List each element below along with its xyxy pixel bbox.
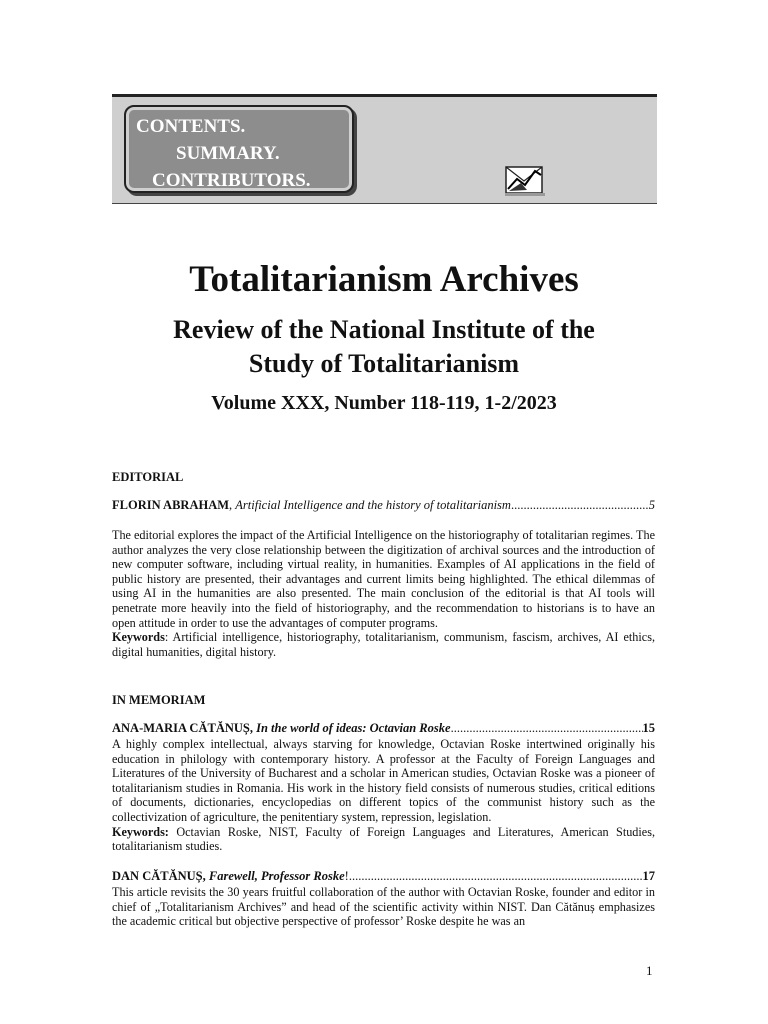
- journal-title: Totalitarianism Archives: [189, 259, 579, 300]
- summary-label: SUMMARY.: [176, 143, 280, 164]
- editorial-article-title: Artificial Intelligence and the history of totalitarianism: [235, 498, 511, 512]
- memoriam-entry-1-keywords-text: Octavian Roske, NIST, Faculty of Foreign Languages and Literatures, American Studies, totalitarianism studies.: [112, 824, 655, 854]
- editorial-abstract: [112, 528, 655, 659]
- editorial-entry[interactable]: [112, 498, 655, 513]
- memoriam-entry-1-author: ANA-MARIA CĂTĂNUȘ,: [112, 721, 257, 735]
- editorial-keywords: [112, 630, 655, 659]
- dot-leader: [451, 721, 643, 736]
- memoriam-entry-2-tail: !: [344, 869, 349, 883]
- keywords-label: Keywords:: [112, 824, 169, 839]
- editorial-keywords-text: : Artificial intelligence, historiography, totalitarianism, communism, fascism, archives, AI ethics, digital humanities, digital history.: [112, 630, 655, 659]
- editorial-heading: EDITORIAL: [112, 470, 184, 484]
- dot-leader: [511, 498, 649, 513]
- editorial-page-number: 5: [648, 498, 655, 512]
- volume-info: Volume XXX, Number 118-119, 1-2/2023: [211, 392, 557, 414]
- keywords-label: Keywords: [112, 630, 165, 645]
- editorial-abstract-text: The editorial explores the impact of the Artificial Intelligence on the historiography of totalitarian regimes. The author analyzes the very close relationship between the digitization of archival sources and the introduction of new computer software, including virtual reality, in humanities. Examples of AI applications in the field of public history are presented, their advantages and current limits being highlighted. The ethical dilemmas of using AI in the humanities are also presented. The main conclusion of the editorial is that AI tools will penetrate more heavily into the field of historiography, and the recommendation to historians is to have an open attitude in order to use the advantages of computer programs.: [112, 528, 655, 630]
- page-number: 1: [646, 963, 653, 978]
- header-band: [112, 94, 657, 204]
- journal-subtitle-line1: Review of the National Institute of the: [173, 315, 595, 344]
- memoriam-entry-2-title: Farewell, Professor Roske: [208, 869, 345, 883]
- memoriam-entry-1-title: In the world of ideas: Octavian Roske: [256, 721, 451, 735]
- memoriam-entry-1-keywords: [112, 825, 655, 854]
- memoriam-entry-2[interactable]: [112, 869, 655, 884]
- editorial-author: FLORIN ABRAHAM: [112, 498, 230, 512]
- journal-subtitle: [0, 313, 768, 381]
- in-memoriam-heading: IN MEMORIAM: [112, 693, 206, 707]
- memoriam-entry-1-page: 15: [642, 721, 655, 735]
- envelope-graph-icon: [505, 163, 545, 197]
- memoriam-entry-1-abstract: [112, 737, 655, 854]
- contents-summary-contributors-box: [124, 105, 354, 193]
- contributors-label: CONTRIBUTORS.: [152, 170, 311, 191]
- journal-subtitle-line2: Study of Totalitarianism: [248, 349, 520, 378]
- dot-leader: [349, 869, 643, 884]
- contents-label: CONTENTS.: [136, 116, 246, 137]
- editorial-separator: ,: [229, 498, 236, 512]
- memoriam-entry-2-author: DAN CĂTĂNUȘ,: [112, 869, 209, 883]
- memoriam-entry-1-abstract-text: A highly complex intellectual, always starving for knowledge, Octavian Roske intertwined originally his education in philology with contemporary history. A professor at the Faculty of Foreign Languages and Literatures of the University of Bucharest and a scholar in American studies, Octavian Roske was a pioneer of totalitarianism studies in Romania. His work in the history field consists of numerous studies, critical editions of documents, dictionaries, encyclopedias on different topics of the communist history such as the collectivization of agriculture, the penitentiary system, repression, legislation.: [112, 737, 655, 824]
- memoriam-entry-1[interactable]: [112, 721, 655, 736]
- memoriam-entry-2-abstract: [112, 885, 655, 929]
- memoriam-entry-2-abstract-text: This article revisits the 30 years fruitful collaboration of the author with Octavian Roske, founder and editor in chief of „Totalitarianism Archives” and head of the scientific activity within NIST. Dan Cătănuș emphasizes the academic critical but objective perspective of professor’ Roske despite he was an: [112, 885, 655, 929]
- memoriam-entry-2-page: 17: [642, 869, 655, 883]
